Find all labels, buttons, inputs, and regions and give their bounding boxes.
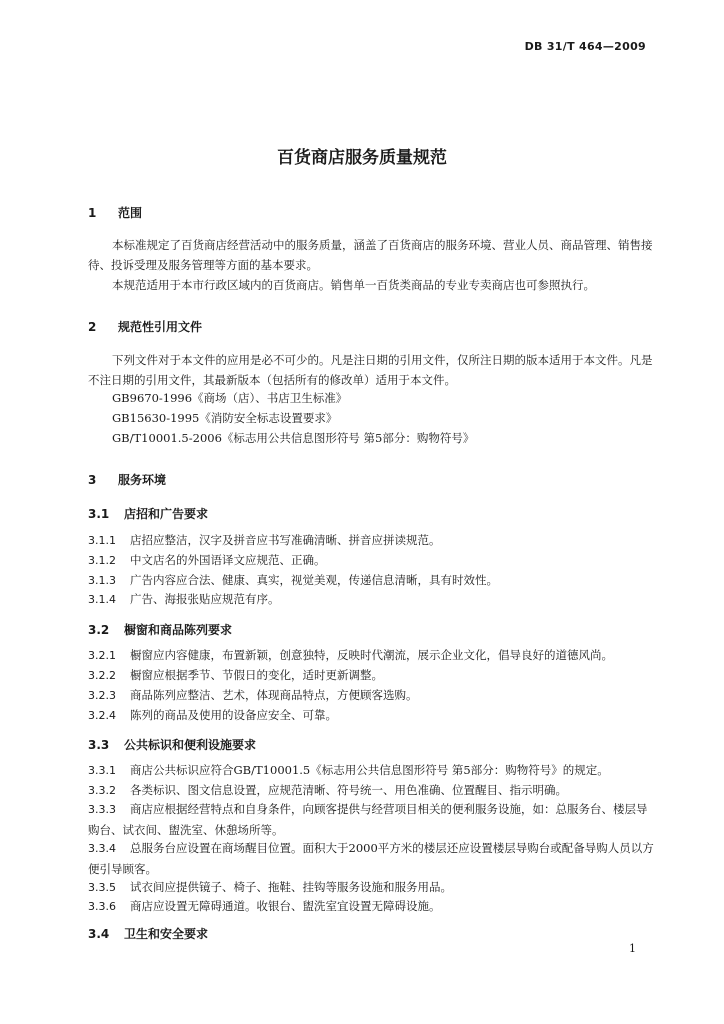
clause-text: 商店公共标识应符合GB/T10001.5《标志用公共信息图形符号 第5部分：购物符号》的规定。 [130, 763, 609, 777]
clause-number: 3.2.4 [88, 709, 116, 722]
subsection-title: 店招和广告要求 [124, 507, 209, 521]
subsection-3-1-heading [88, 505, 208, 522]
page-number: 1 [629, 942, 636, 955]
section-2-heading [88, 318, 202, 335]
clause-number: 3.2.2 [88, 669, 116, 682]
clause-text: 商品陈列应整洁、艺术，体现商品特点，方便顾客选购。 [130, 688, 418, 702]
clause-item [88, 877, 658, 898]
clause-text: 各类标识、图文信息设置，应规范清晰、符号统一、用色准确、位置醒目、指示明确。 [130, 783, 567, 797]
clause-text: 广告、海报张贴应规范有序。 [130, 592, 280, 606]
section-title: 服务环境 [118, 473, 167, 487]
paragraph: 本标准规定了百货商店经营活动中的服务质量，涵盖了百货商店的服务环境、营业人员、商品管理、销售接待、投诉受理及服务管理等方面的基本要求。 [88, 238, 653, 272]
section-title: 范围 [118, 206, 143, 220]
subsection-title: 公共标识和便利设施要求 [124, 738, 257, 752]
subsection-number: 3.4 [88, 927, 110, 941]
subsection-number: 3.2 [88, 623, 110, 637]
clause-item [88, 570, 658, 591]
document-title: 百货商店服务质量规范 [277, 148, 447, 168]
clause-number: 3.3.3 [88, 803, 116, 816]
section-number: 3 [88, 473, 97, 487]
clause-number: 3.1.3 [88, 574, 116, 587]
standard-code: DB 31/T 464—2009 [524, 40, 646, 53]
clause-text: 店招应整洁，汉字及拼音应书写准确清晰、拼音应拼读规范。 [130, 533, 441, 547]
clause-number: 3.2.3 [88, 689, 116, 702]
reference-item: GB9670-1996《商场（店）、书店卫生标准》 [112, 391, 348, 405]
clause-item [88, 838, 658, 879]
subsection-number: 3.1 [88, 507, 110, 521]
clause-number: 3.3.1 [88, 764, 116, 777]
subsection-3-3-heading [88, 736, 256, 753]
clause-item [88, 705, 658, 726]
clause-text: 橱窗应根据季节、节假日的变化，适时更新调整。 [130, 668, 383, 682]
clause-number: 3.1.2 [88, 554, 116, 567]
subsection-title: 卫生和安全要求 [124, 927, 209, 941]
section-1-heading [88, 204, 142, 221]
clause-number: 3.2.1 [88, 649, 116, 662]
clause-item [88, 589, 658, 610]
reference-item: GB15630-1995《消防安全标志设置要求》 [112, 411, 338, 425]
clause-item [88, 780, 658, 801]
clause-text: 试衣间应提供镜子、椅子、拖鞋、挂钩等服务设施和服务用品。 [130, 880, 452, 894]
clause-item [88, 799, 658, 840]
clause-item [88, 550, 658, 571]
clause-item [88, 760, 658, 781]
section-number: 2 [88, 320, 97, 334]
clause-number: 3.3.6 [88, 900, 116, 913]
clause-text: 中文店名的外国语译文应规范、正确。 [130, 553, 326, 567]
clause-text: 广告内容应合法、健康、真实，视觉美观，传递信息清晰，具有时效性。 [130, 573, 498, 587]
clause-number: 3.3.5 [88, 881, 116, 894]
subsection-3-2-heading [88, 621, 232, 638]
section-title: 规范性引用文件 [118, 320, 203, 334]
subsection-title: 橱窗和商品陈列要求 [124, 623, 233, 637]
clause-text: 商店应设置无障碍通道。收银台、盥洗室宜设置无障碍设施。 [130, 899, 441, 913]
clause-number: 3.3.2 [88, 784, 116, 797]
reference-item: GB/T10001.5-2006《标志用公共信息图形符号 第5部分：购物符号》 [112, 431, 475, 445]
section-3-heading [88, 471, 166, 488]
clause-item [88, 530, 658, 551]
clause-item [88, 645, 658, 666]
clause-item [88, 685, 658, 706]
clause-number: 3.1.4 [88, 593, 116, 606]
clause-item [88, 896, 658, 917]
clause-text: 总服务台应设置在商场醒目位置。面积大于2000平方米的楼层还应设置楼层导购台或配备导购人员以方便引导顾客。 [88, 841, 654, 876]
clause-text: 橱窗应内容健康，布置新颖，创意独特，反映时代潮流，展示企业文化，倡导良好的道德风尚。 [130, 648, 613, 662]
section-number: 1 [88, 206, 97, 220]
clause-item [88, 665, 658, 686]
paragraph: 本规范适用于本市行政区域内的百货商店。销售单一百货类商品的专业专卖商店也可参照执行。 [112, 278, 595, 292]
clause-number: 3.1.1 [88, 534, 116, 547]
clause-number: 3.3.4 [88, 842, 116, 855]
clause-text: 商店应根据经营特点和自身条件，向顾客提供与经营项目相关的便利服务设施，如：总服务台、楼层导购台、试衣间、盥洗室、休憩场所等。 [88, 802, 648, 837]
clause-text: 陈列的商品及使用的设备应安全、可靠。 [130, 708, 337, 722]
paragraph: 下列文件对于本文件的应用是必不可少的。凡是注日期的引用文件，仅所注日期的版本适用于本文件。凡是不注日期的引用文件，其最新版本（包括所有的修改单）适用于本文件。 [88, 353, 653, 387]
subsection-number: 3.3 [88, 738, 110, 752]
subsection-3-4-heading [88, 925, 208, 942]
